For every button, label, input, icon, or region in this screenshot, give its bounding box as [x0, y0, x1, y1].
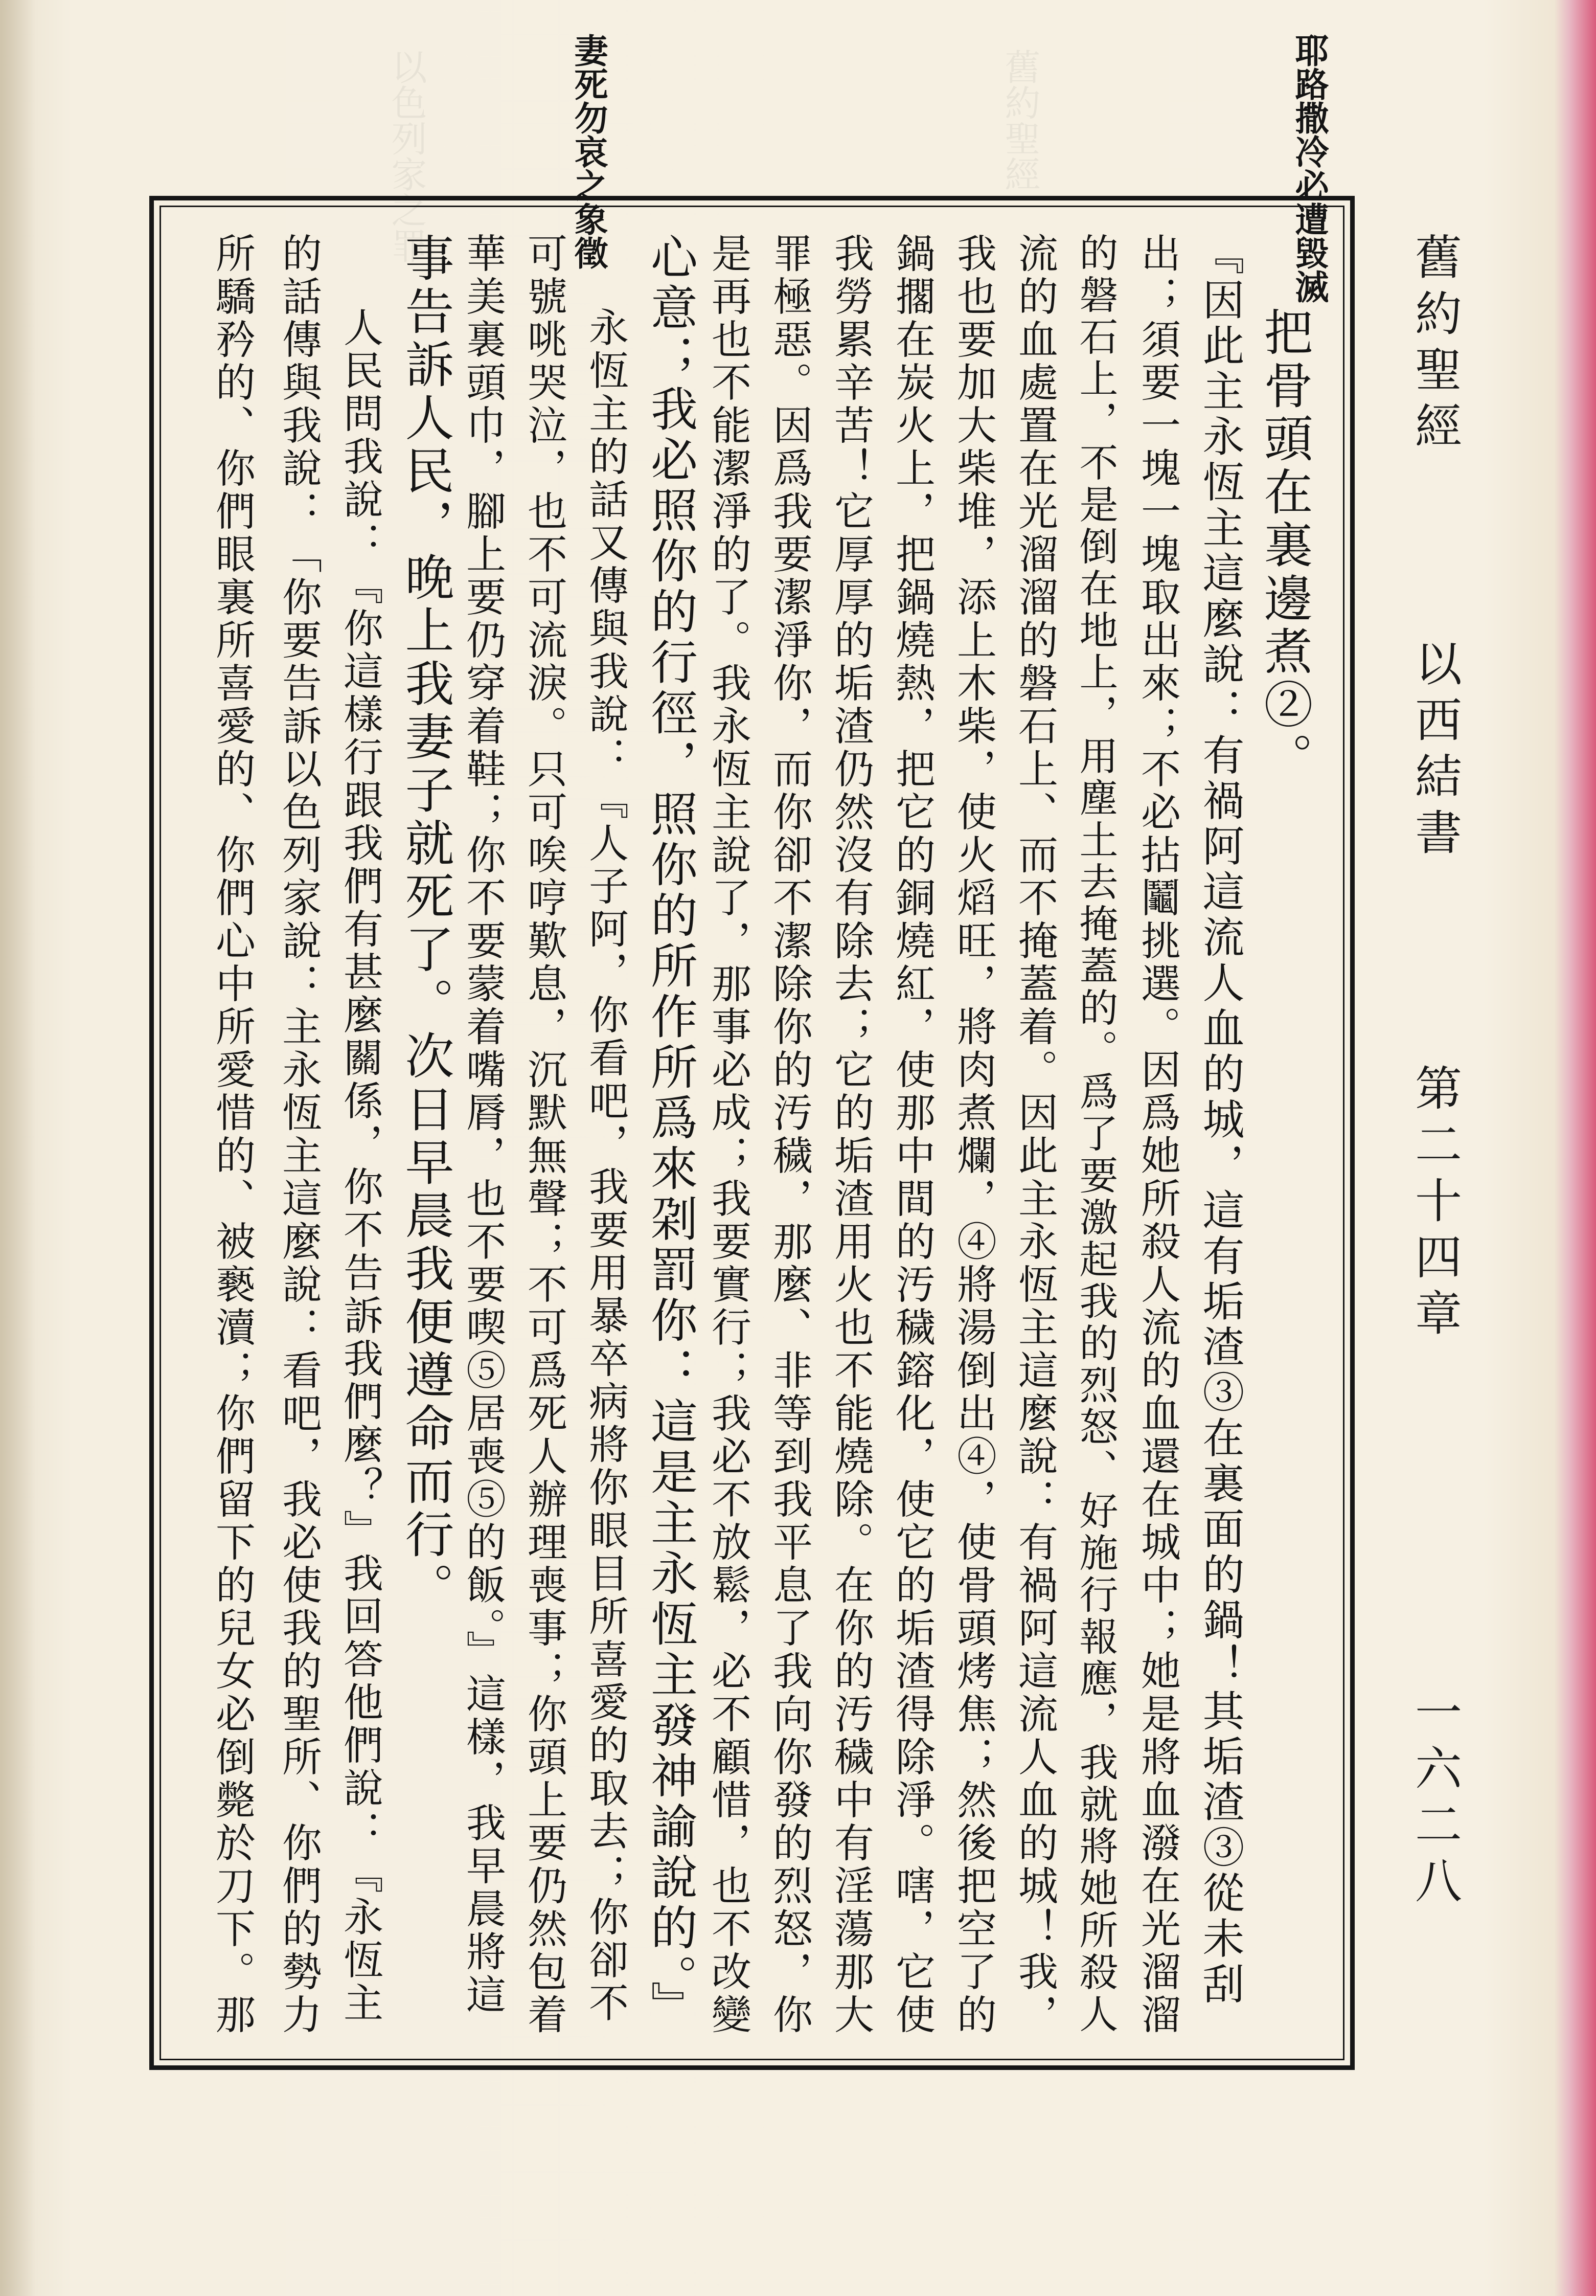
- text-column-14: 華美裏頭巾，腳上要仍穿着鞋；你不要蒙着嘴脣，也不要喫⑤居喪⑤的飯。』這樣，我早晨將這: [460, 233, 506, 2017]
- text-column-5: 流的血處置在光溜溜的磐石上、而不掩蓋着。因此主永恆主這麼說：有禍阿這流人血的城！我，: [1012, 233, 1058, 2037]
- text-column-10: 是再也不能潔淨的了。我永恆主說了，那事必成；我要實行；我必不放鬆，必不顧惜，也不改變: [705, 233, 751, 2037]
- margin-note-wife: [529, 33, 608, 269]
- page-number: 一六二八: [1407, 1687, 1462, 1912]
- bleed-through-text: 以色列家之罪: [385, 49, 427, 263]
- text-column-4: 的磐石上，不是倒在地上，用塵土去掩蓋的。爲了要激起我的烈怒、好施行報應，我就將她所殺人: [1073, 233, 1119, 2036]
- book-title: 舊約聖經: [1407, 233, 1462, 458]
- text-column-7: 鍋擱在炭火上，把鍋燒熱，把它的銅燒紅，使那中間的汚穢鎔化，使它的垢渣得除淨。嗐，它使: [889, 233, 935, 2037]
- binding-gutter-shadow: [0, 0, 36, 2296]
- text-column-6: 我也要加大柴堆，添上木柴，使火熖旺，將肉煮爛，④將湯倒出④，使骨頭烤焦；然後把空了的: [950, 233, 996, 2037]
- text-column-3: 出；須要一塊一塊取出來；不必拈鬮挑選。因爲她所殺人流的血還在城中；她是將血潑在光溜溜: [1134, 233, 1180, 2037]
- text-column-2: 『因此主永恆主這麼說：有禍阿這流人血的城，這有垢渣③在裏面的鍋！其垢渣③從未刮: [1196, 233, 1244, 2008]
- text-column-11: 心意；我必照你的行徑，照你的所作所爲來刴罰你：這是主永恆主發神諭說的。』: [643, 233, 698, 2032]
- text-column-18: 所驕矜的、你們眼裏所喜愛的、你們心中所愛惜的、被褻瀆；你們留下的兒女必倒斃於刀下。那: [209, 233, 255, 2037]
- margin-note-jerusalem: [1250, 33, 1329, 303]
- book-name: 以西結書: [1407, 639, 1462, 864]
- bleed-through-text: 舊約聖經: [999, 49, 1041, 192]
- text-column-13: 可號咷哭泣，也不可流淚。只可唉哼歎息，沉默無聲；不可爲死人辦理喪事；你頭上要仍然包着: [521, 233, 567, 2037]
- margin-note-text: 妻死勿哀之象徵: [568, 33, 608, 269]
- text-column-12: 永恆主的話又傳與我說：『人子阿，你看吧，我要用暴卒病將你眼目所喜愛的取去；你卻不: [582, 307, 628, 2025]
- text-column-9: 罪極惡。因爲我要潔淨你，而你卻不潔除你的汚穢，那麼、非等到我平息了我向你發的烈怒，你: [766, 233, 812, 2037]
- text-column-15: 事告訴人民，晚上我妻子就死了。次日早晨我便遵命而行。: [397, 233, 454, 1615]
- chapter-heading: 第二十四章: [1407, 1064, 1462, 1345]
- text-column-17: 的話傳與我說：「你要告訴以色列家說：主永恆主這麼說：看吧，我必使我的聖所、你們的勢力: [276, 233, 322, 2037]
- text-column-8: 我勞累辛苦！它厚厚的垢渣仍然沒有除去；它的垢渣用火也不能燒除。在你的汚穢中有淫蕩那大: [828, 233, 874, 2037]
- margin-note-text: 耶路撒冷必遭毀滅: [1289, 33, 1329, 303]
- text-column-1: 把骨頭在裏邊煮②。: [1256, 307, 1313, 785]
- text-column-16: 人民問我說：『你這樣行跟我們有甚麼關係，你不告訴我們麼？』我回答他們說：『永恆主: [337, 307, 383, 2025]
